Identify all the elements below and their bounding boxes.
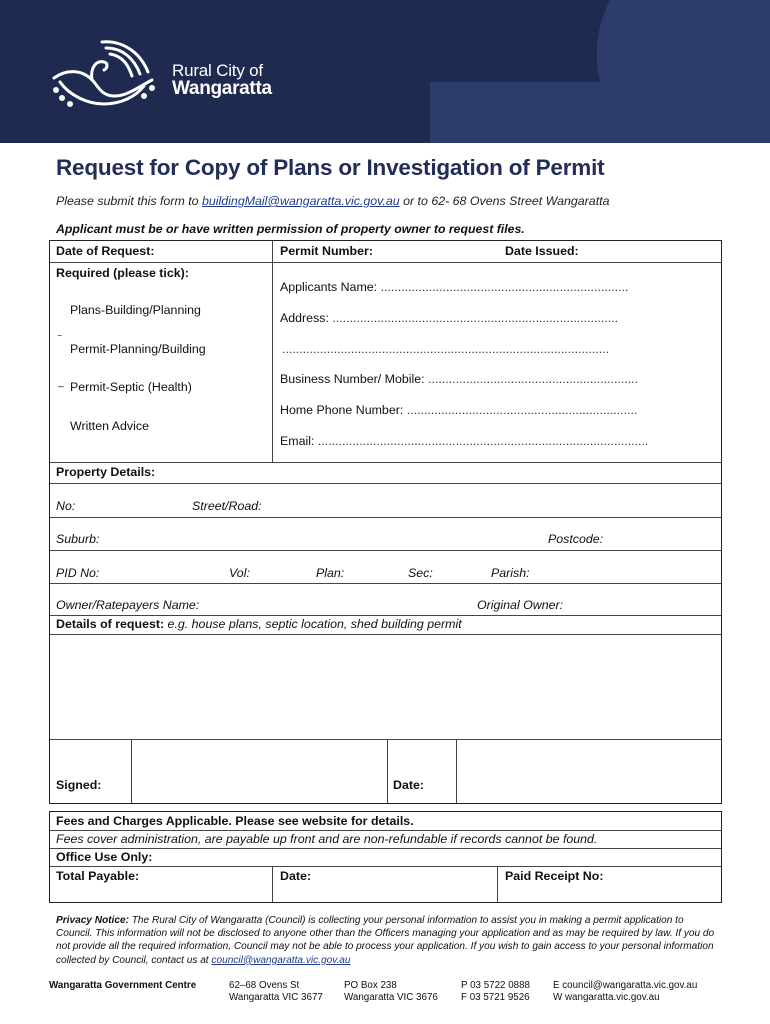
option-plans[interactable]: Plans-Building/Planning [70,303,201,317]
permit-number-label: Permit Number: [280,244,373,258]
tick-box[interactable]: _ [58,377,64,388]
parish-field[interactable]: Parish: [491,566,530,580]
row-divider [50,583,721,584]
row-divider [50,830,721,831]
fees-note: Fees cover administration, are payable up front and are non-refundable if records cannot be found. [56,832,598,846]
postcode-field[interactable]: Postcode: [548,532,604,546]
page-title: Request for Copy of Plans or Investigation of Permit [56,155,605,180]
option-permit-planning[interactable]: Permit-Planning/Building [70,342,206,356]
row-divider [50,517,721,518]
fees-box [49,811,722,903]
property-details-label: Property Details: [56,465,156,479]
instructions-suffix: or to 62- 68 Ovens Street Wangaratta [399,194,610,208]
tick-box[interactable]: ‾ [58,335,62,346]
building-mail-link[interactable]: buildingMail@wangaratta.vic.gov.au [202,194,400,208]
col-divider [272,241,273,462]
street-field[interactable]: Street/Road: [192,499,262,513]
privacy-notice: Privacy Notice: The Rural City of Wangaratta (Council) is collecting your personal information to assist you in making a permit application to Council. This information will not be disclosed to anyone other than the Officers managing your application and as may be required by law. If you do not provide all the required information, Council may not be able to process your application. If you wish to gain access to your personal information collected by Council, contact us at council@wangaratta.vic.gov.au [56,915,715,966]
footer-po-line1: PO Box 238 [344,980,397,991]
date-of-request-label: Date of Request: [56,244,155,258]
footer-org: Wangaratta Government Centre [49,980,197,991]
council-email-link[interactable]: council@wangaratta.vic.gov.au [211,954,351,966]
pid-field[interactable]: PID No: [56,566,100,580]
address-field[interactable]: Address: ................................................................................... [280,311,619,325]
required-label: Required (please tick): [56,266,189,280]
request-form [49,240,722,804]
signed-label: Signed: [56,778,102,792]
col-divider [272,866,273,902]
signed-date-field[interactable] [457,740,721,803]
footer-phone: P 03 5722 0888 [461,980,531,991]
total-payable-label: Total Payable: [56,869,140,883]
applicant-name-field[interactable]: Applicants Name: ........................................................................ [280,280,629,294]
date-issued-label: Date Issued: [505,244,579,258]
sec-field[interactable]: Sec: [408,566,433,580]
row-divider [50,550,721,551]
submission-instructions [56,194,609,208]
no-field[interactable]: No: [56,499,76,513]
row-divider [50,483,721,484]
option-permit-septic[interactable]: Permit-Septic (Health) [70,380,192,394]
office-use-label: Office Use Only: [56,850,153,864]
home-phone-field[interactable]: Home Phone Number: ................................................................... [280,403,638,417]
footer-email[interactable]: E council@wangaratta.vic.gov.au [553,980,698,991]
original-owner-field[interactable]: Original Owner: [477,598,564,612]
fees-heading: Fees and Charges Applicable. Please see website for details. [56,814,414,828]
footer-address-line2: Wangaratta VIC 3677 [229,992,323,1003]
swan-logo-icon [44,34,164,114]
office-date-label: Date: [280,869,311,883]
footer-address-line1: 62–68 Ovens St [229,980,300,991]
address-line2-field[interactable]: ............................................................................................... [282,342,610,356]
applicant-notice: Applicant must be or have written permission of property owner to request files. [56,222,525,236]
option-written-advice[interactable]: Written Advice [70,419,149,433]
row-divider [50,848,721,849]
details-label: Details of request: e.g. house plans, septic location, shed building permit [56,617,462,631]
footer-fax: F 03 5721 9526 [461,992,530,1003]
signed-date-label: Date: [393,778,424,792]
row-divider [50,615,721,616]
footer-website[interactable]: W wangaratta.vic.gov.au [553,992,660,1003]
header-banner [0,0,770,143]
business-number-field[interactable]: Business Number/ Mobile: ............................................................. [280,372,639,386]
signature-field[interactable] [132,740,387,803]
brand-line2: Wangaratta [172,78,272,99]
row-divider [50,462,721,463]
col-divider [497,866,498,902]
email-field[interactable]: Email: ................................................................................................ [280,434,649,448]
details-textarea[interactable] [50,635,721,739]
row-divider [50,866,721,867]
brand-line1: Rural City of [172,61,263,80]
paid-receipt-label: Paid Receipt No: [505,869,604,883]
suburb-field[interactable]: Suburb: [56,532,100,546]
plan-field[interactable]: Plan: [316,566,345,580]
vol-field[interactable]: Vol: [229,566,250,580]
instructions-prefix: Please submit this form to [56,194,202,208]
footer-po-line2: Wangaratta VIC 3676 [344,992,438,1003]
row-divider [50,262,721,263]
col-divider [387,739,388,803]
owner-name-field[interactable]: Owner/Ratepayers Name: [56,598,200,612]
